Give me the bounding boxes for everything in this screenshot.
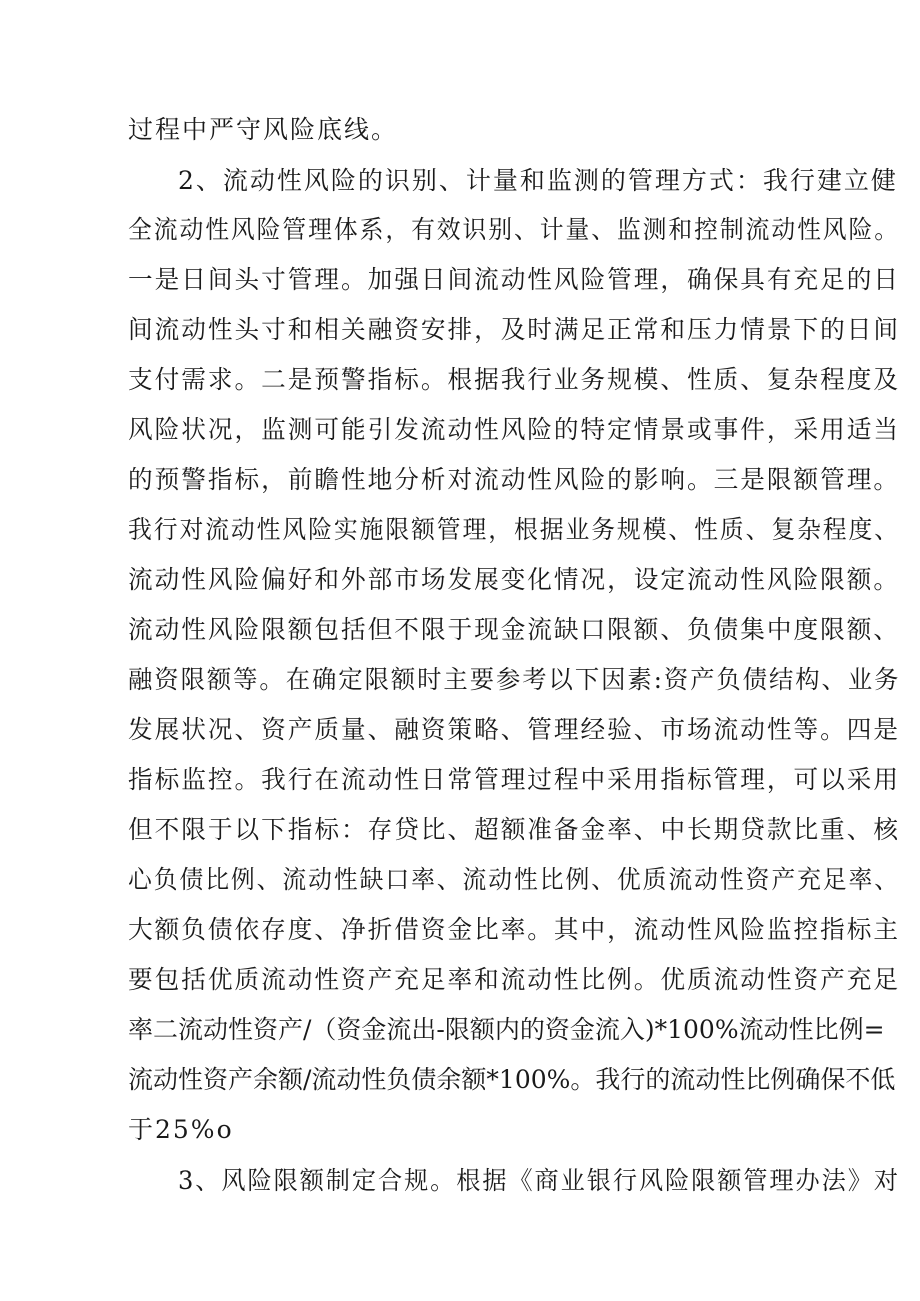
paragraph-3-line-1: 3、风险限额制定合规。根据《商业银行风险限额管理办法》对 <box>178 1166 900 1195</box>
paragraph-2-line-9: 流动性风险偏好和外部市场发展变化情况，设定流动性风险限额。 <box>128 565 901 594</box>
paragraph-2-line-13: 指标监控。我行在流动性日常管理过程中采用指标管理，可以采用 <box>128 765 901 794</box>
paragraph-2-line-6: 风险状况，监测可能引发流动性风险的特定情景或事件，采用适当 <box>128 415 901 444</box>
paragraph-2-line-8: 我行对流动性风险实施限额管理，根据业务规模、性质、复杂程度、 <box>128 515 901 544</box>
paragraph-2-line-15: 心负债比例、流动性缺口率、流动性比例、优质流动性资产充足率、 <box>128 865 901 894</box>
paragraph-2-line-1: 2、流动性风险的识别、计量和监测的管理方式：我行建立健 <box>178 166 898 195</box>
paragraph-2-line-16: 大额负债依存度、净折借资金比率。其中，流动性风险监控指标主 <box>128 915 901 944</box>
paragraph-2-line-12: 发展状况、资产质量、融资策略、管理经验、市场流动性等。四是 <box>128 715 901 744</box>
paragraph-2-line-14: 但不限于以下指标：存贷比、超额准备金率、中长期贷款比重、核 <box>128 815 901 844</box>
paragraph-2-line-19: 流动性资产余额/流动性负债余额*100%。我行的流动性比例确保不低 <box>128 1065 896 1094</box>
paragraph-2-line-17: 要包括优质流动性资产充足率和流动性比例。优质流动性资产充足 <box>128 965 901 994</box>
paragraph-2-line-3: 一是日间头寸管理。加强日间流动性风险管理，确保具有充足的日 <box>128 265 901 294</box>
paragraph-2-line-5: 支付需求。二是预警指标。根据我行业务规模、性质、复杂程度及 <box>128 365 901 394</box>
paragraph-2-line-10: 流动性风险限额包括但不限于现金流缺口限额、负债集中度限额、 <box>128 615 901 644</box>
paragraph-1-line-1: 过程中严守风险底线。 <box>128 115 399 144</box>
paragraph-2-line-11: 融资限额等。在确定限额时主要参考以下因素:资产负债结构、业务 <box>128 665 901 694</box>
paragraph-2-line-18: 率二流动性资产/（资金流出-限额内的资金流入)*100%流动性比例= <box>128 1015 885 1044</box>
paragraph-2-line-20: 于25%o <box>128 1115 234 1144</box>
paragraph-2-line-2: 全流动性风险管理体系，有效识别、计量、监测和控制流动性风险。 <box>128 215 901 244</box>
paragraph-2-line-7: 的预警指标，前瞻性地分析对流动性风险的影响。三是限额管理。 <box>128 465 901 494</box>
paragraph-2-line-4: 间流动性头寸和相关融资安排，及时满足正常和压力情景下的日间 <box>128 315 901 344</box>
